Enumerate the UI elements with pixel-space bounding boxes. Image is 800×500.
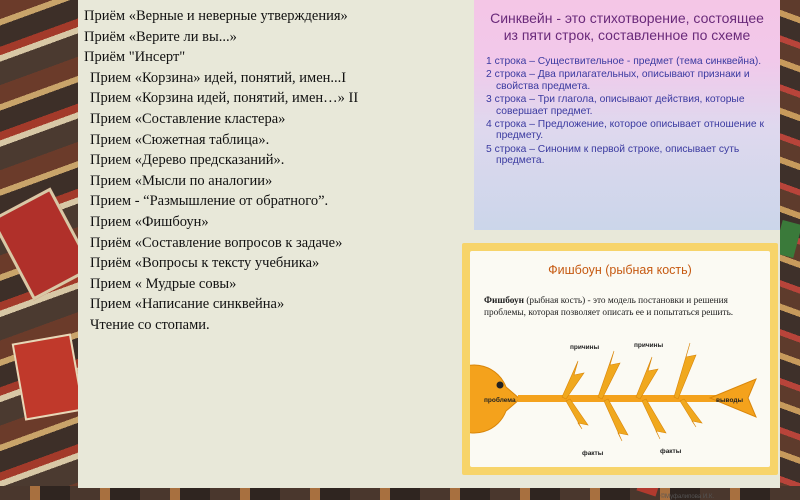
fishbone-definition: [484, 295, 764, 319]
technique-item: Прием «Корзина» идей, понятий, имен...I: [90, 69, 347, 86]
sinkwain-line: 4 строка – Предложение, которое описывает отношение к предмету.: [486, 119, 764, 142]
techniques-list: [84, 6, 464, 336]
upper-bones: [562, 343, 696, 399]
technique-item: Приём "Инсерт": [84, 49, 186, 66]
label-problem: проблема: [484, 397, 516, 404]
fish-eye: [497, 382, 504, 389]
technique-item: Прием «Фишбоун»: [90, 213, 209, 230]
fishbone-card: [462, 243, 778, 475]
technique-item: Прием «Корзина идей, понятий, имен…» II: [90, 90, 359, 107]
label-conclusions: выводы: [716, 397, 744, 404]
label-facts-left: факты: [582, 450, 604, 457]
fishbone-title: Фишбоун (рыбная кость): [548, 263, 692, 277]
fishbone-inner: [470, 251, 770, 467]
copyright: ©Муфалипова И.К.: [660, 494, 714, 500]
technique-item: Прием «Составление кластера»: [90, 110, 286, 127]
sinkwain-line: 5 строка – Синоним к первой строке, описывает суть предмета.: [486, 143, 740, 167]
label-causes-left: причины: [570, 344, 600, 351]
sinkwain-lines: [486, 56, 780, 167]
technique-item: Приём «Вопросы к тексту учебника»: [90, 255, 320, 272]
technique-item: Прием «Мысли по аналогии»: [90, 172, 273, 189]
fishbone-definition-text: (рыбная кость) - это модель постановки и решения проблемы, которая позволяет описать ее и попытаться решить.: [484, 296, 734, 318]
sinkwain-card: [474, 0, 780, 230]
technique-item: Прием «Написание синквейна»: [90, 296, 285, 313]
lower-bones: [566, 399, 702, 441]
technique-item: Приём «Верите ли вы...»: [84, 28, 237, 45]
technique-item: Прием - “Размышление от обратного”.: [90, 193, 329, 210]
technique-item: Чтение со стопами.: [90, 316, 210, 333]
sinkwain-title: Синквейн - это стихотворение, состоящее из пяти строк, составленное по схеме: [490, 10, 764, 43]
technique-item: Прием «Дерево предсказаний».: [90, 152, 285, 169]
label-facts-right: факты: [660, 448, 682, 455]
technique-item: Приём «Составление вопросов к задаче»: [90, 234, 343, 251]
fish-spine: [518, 395, 718, 402]
technique-item: Приём «Верные и неверные утверждения»: [84, 8, 348, 24]
sinkwain-line: 2 строка – Два прилагательных, описывают признаки и свойства предмета.: [486, 69, 750, 92]
label-causes-right: причины: [634, 342, 664, 349]
sinkwain-line: 1 строка – Существительное - предмет (тема синквейна).: [486, 56, 762, 67]
technique-item: Прием «Сюжетная таблица».: [90, 131, 270, 148]
technique-item: Прием « Мудрые совы»: [90, 275, 237, 292]
fishbone-diagram: [470, 329, 770, 459]
fishbone-term: Фишбоун: [484, 296, 525, 306]
sinkwain-line: 3 строка – Три глагола, описывают действия, которые совершает предмет.: [486, 94, 745, 117]
